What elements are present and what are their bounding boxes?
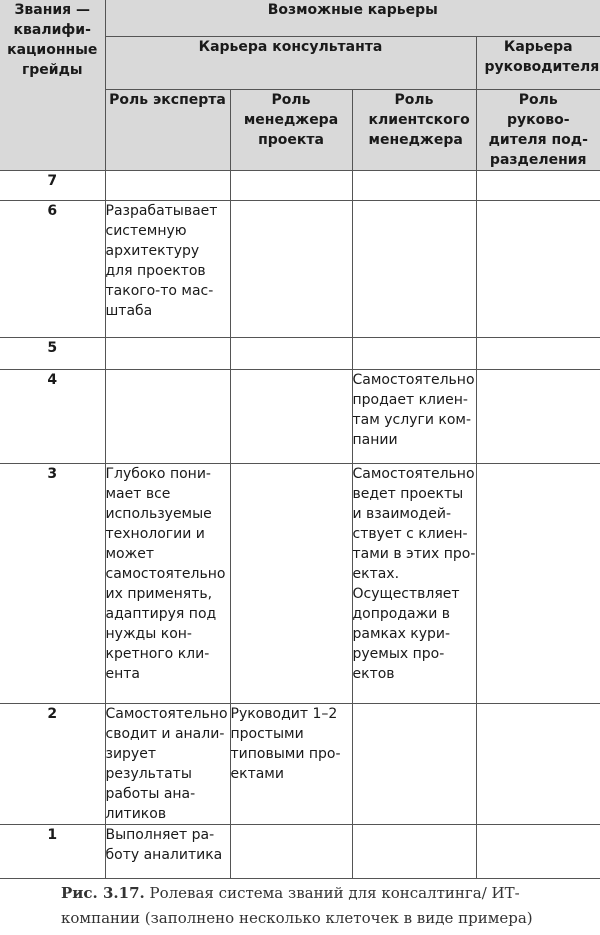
expert-cell <box>105 337 230 369</box>
unit-head-role-header: Роль руководителя подразделения <box>476 89 600 170</box>
expert-cell: Глубоко понимает все используемые технологии и может самостоятельно их применять, адаптируя под нужды конкретного клиента <box>105 463 230 703</box>
project-manager-cell <box>230 337 352 369</box>
table-row <box>0 463 600 703</box>
client-manager-cell <box>352 200 476 337</box>
unit-head-cell <box>476 369 600 463</box>
unit-head-cell <box>476 200 600 337</box>
grade-cell: 2 <box>0 703 105 824</box>
expert-cell: Самостоятельно сводит и анализирует результаты работы аналитиков <box>105 703 230 824</box>
figure-caption <box>61 881 596 931</box>
table-row <box>0 369 600 463</box>
unit-head-cell <box>476 703 600 824</box>
grade-cell: 4 <box>0 369 105 463</box>
unit-head-cell <box>476 170 600 200</box>
client-manager-cell <box>352 337 476 369</box>
manager-career-header: Карьера руководителя <box>476 36 600 89</box>
expert-cell: Разрабатывает системную архитектуру для проектов такого-то масштаба <box>105 200 230 337</box>
expert-cell <box>105 170 230 200</box>
client-manager-cell: Самостоятельно ведет проекты и взаимодействует с клиентами в этих проектах. Осуществляет допродажи в рамках курируемых проектов <box>352 463 476 703</box>
consultant-career-header: Карьера консультанта <box>105 36 476 89</box>
project-manager-cell <box>230 463 352 703</box>
unit-head-cell <box>476 824 600 878</box>
project-manager-cell <box>230 200 352 337</box>
client-manager-cell: Самостоятельно продает клиентам услуги компании <box>352 369 476 463</box>
project-manager-cell <box>230 824 352 878</box>
project-manager-cell <box>230 369 352 463</box>
grade-cell: 7 <box>0 170 105 200</box>
project-manager-cell <box>230 170 352 200</box>
grade-cell: 6 <box>0 200 105 337</box>
client-manager-role-header: Роль клиентского менеджера <box>352 89 476 170</box>
project-manager-role-header: Роль менеджера проекта <box>230 89 352 170</box>
grade-cell: 1 <box>0 824 105 878</box>
possible-careers-header: Возможные карьеры <box>105 0 600 36</box>
client-manager-cell <box>352 824 476 878</box>
expert-cell <box>105 369 230 463</box>
table-row <box>0 824 600 878</box>
table-row <box>0 337 600 369</box>
client-manager-cell <box>352 170 476 200</box>
grade-cell: 3 <box>0 463 105 703</box>
table-row <box>0 170 600 200</box>
client-manager-cell <box>352 703 476 824</box>
figure-label: Рис. 3.17. <box>61 884 145 902</box>
expert-cell: Выполняет работу аналитика <box>105 824 230 878</box>
unit-head-cell <box>476 337 600 369</box>
expert-role-header: Роль эксперта <box>105 89 230 170</box>
grades-header: Звания — квалификационные грейды <box>0 0 105 170</box>
unit-head-cell <box>476 463 600 703</box>
table-row <box>0 200 600 337</box>
figure-caption-text: Ролевая система званий для консалтинга/ ИТ-компании (заполнено несколько клеточек в виде примера) <box>61 884 533 927</box>
grade-cell: 5 <box>0 337 105 369</box>
project-manager-cell: Руководит 1–2 простыми типовыми проектами <box>230 703 352 824</box>
table-row <box>0 703 600 824</box>
